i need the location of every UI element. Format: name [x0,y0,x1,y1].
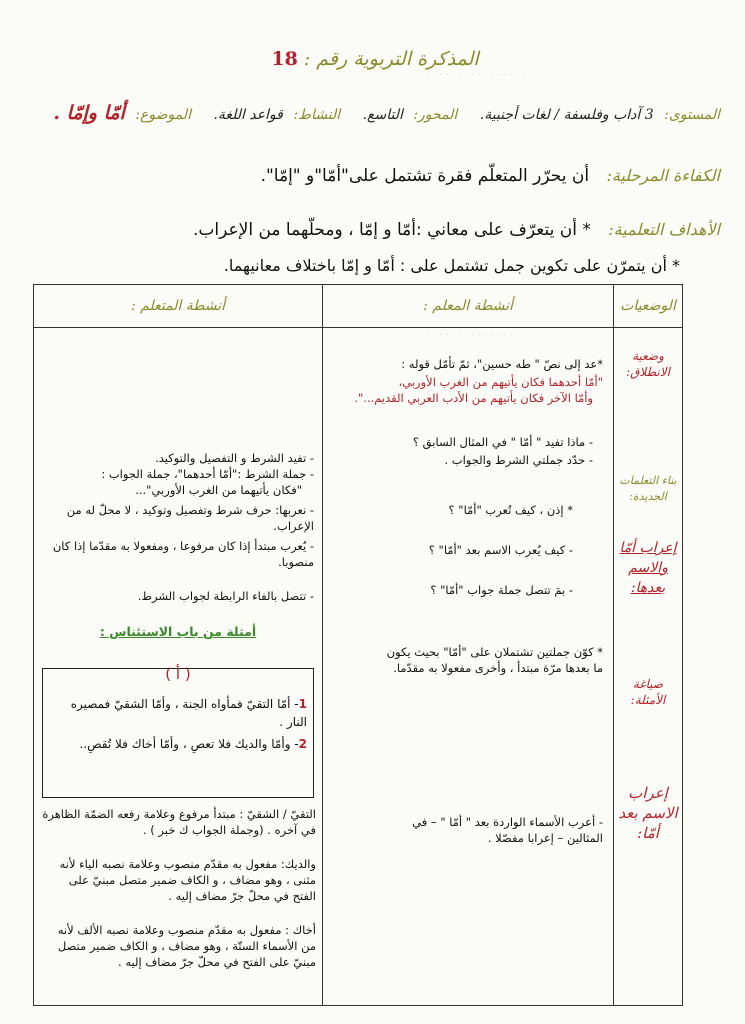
examples-box [42,665,314,798]
learner-answer-2: - جملة الشرط :"أمّا أحدهما"، جملة الجواب : [101,467,314,481]
teacher-question-3: * إذن ، كيف تُعرب "أمّا" ؟ [448,503,573,517]
teacher-task-form: * كوّن جملتين تشتملان على "أمّا" بحيث يكون ما بعدها مرّة مبتدأ ، وأخرى مفعولا به مقدّما. [386,645,603,675]
situations-column [614,328,683,1006]
teacher-task-parse: - أعرب الأسماء الواردة بعد " أمّا " – في المثالين – إعرابا مفصّلا . [412,815,603,845]
level-label: المستوى: [664,107,720,123]
grammar-parse-2: والديك: مفعول به مقدّم منصوب وعلامة نصبه الياء لأنه مثنى ، وهو مضاف ، و الكاف ضمير متصل مبنيّ على الفتح في محلّ جرّ مضاف إليه . [59,857,316,903]
teacher-column [323,328,614,1006]
situation-parse: إعراب أمّا والاسم بعدها: [619,540,677,596]
example-2-number: 2 [298,737,307,751]
competence-label: الكفاءة المرحلية: [606,166,720,185]
objectives-label: الأهداف التعلمية: [608,220,720,239]
box-mark: ( أ ) [165,665,191,683]
learner-column [34,328,323,1006]
objectives-row [40,220,720,240]
grammar-parse-1: التقيّ / الشقيّ : مبتدأ مرفوع وعلامة رفعه الضمّة الظاهرة في آخره . (وجملة الجواب ك خبر ) . [42,807,316,837]
example-1: 1- أمّا التقيّ فمأواه الجنة ، وأمّا الشقيّ فمصيره النار . [70,697,307,729]
header-learner: أنشطة المتعلم : [34,285,323,328]
topic-value: أمّا وإمّا . [53,102,125,124]
bleed-through-text: · · · · · · · · · · · · · · · · · [420,70,525,81]
learner-answer-4: - يُعرب مبتدأ إذا كان مرفوعا ، ومفعولا به مقدّما إذا كان منصوبا. [52,539,314,569]
teacher-question-4: - كيف يُعرب الاسم بعد "أمّا" ؟ [428,543,573,557]
header-teacher: أنشطة المعلم : [323,285,614,328]
situation-noun-parse: إعراب الاسم بعد أمّا: [618,784,678,842]
memo-number: 18 [271,48,298,70]
bleed-through-text: · · · · · · · · · · · · · · · [420,330,513,341]
competence-text: أن يحرّر المتعلّم فقرة تشتمل على"أمّا"و "إمّا". [260,166,590,186]
situation-build: بناء التعلمات الجديدة: [619,474,677,503]
lesson-table [33,284,683,1006]
examples-title: أمثلة من باب الاستئناس : [99,624,257,639]
axis-label: المحور: [413,107,458,123]
situation-launch: وضعية الانطلاق: [626,349,670,379]
teacher-question-1: - ماذا تفيد " أمّا " في المثال السابق ؟ [412,435,593,449]
learner-answer-5: - تتصل بالفاء الرابطة لجواب الشرط. [137,589,314,603]
competence-row [40,166,720,186]
learner-answer-2b: "فكان يأتيهما من الغرب الأوربي"... [135,483,302,497]
axis-value: التاسع. [362,107,403,123]
teacher-quote-2: وأمّا الآخر فكان يأتيهم من الأدب العربي القديم...". [354,391,593,405]
activity-value: قواعد اللغة. [213,107,283,123]
grammar-parse-3: أخاك : مفعول به مقدّم منصوب وعلامة نصبه الألف لأنه من الأسماء الستّة ، وهو مضاف ، و الكاف ضمير متصل مبنيّ على الفتح في محلّ جرّ مضاف إليه . [57,923,316,969]
teacher-quote-1: "أمّا أحدهما فكان يأتيهم من الغرب الأوربي، [398,375,603,389]
topic-label: الموضوع: [135,107,191,123]
info-row [20,102,720,124]
learner-answer-3: - نعربها: حرف شرط وتفصيل وتوكيد ، لا محلّ له من الإعراب. [66,503,314,533]
page-title: المذكرة التربوية رقم : 18 [271,48,479,70]
teacher-intro: *عد إلى نصّ " طه حسين"، ثمّ تأمّل قوله : [401,357,603,371]
example-2: 2- وأمّا والديك فلا تعصِ ، وأمّا أخاك فلا تُقصِ.. [79,737,307,751]
activity-label: النشاط: [293,107,341,123]
situation-form: صياغة الأمثلة: [630,677,666,707]
header-situations: الوضعيات [614,285,683,328]
objective-2: * أن يتمرّن على تكوين جمل تشتمل على : أمّا و إمّا باختلاف معانيهما. [223,256,680,275]
objective-1: * أن يتعرّف على معاني :أمّا و إمّا ، ومحلّهما من الإعراب. [192,220,591,240]
learner-answer-1: - تفيد الشرط و التفصيل والتوكيد. [155,451,314,465]
level-value: 3 آداب وفلسفة / لغات أجنبية. [479,107,654,123]
teacher-question-2: - حدّد جملتي الشرط والجواب . [444,453,593,467]
teacher-question-5: - بمَ تتصل جملة جواب "أمّا" ؟ [430,583,573,597]
example-1-number: 1 [298,697,307,711]
